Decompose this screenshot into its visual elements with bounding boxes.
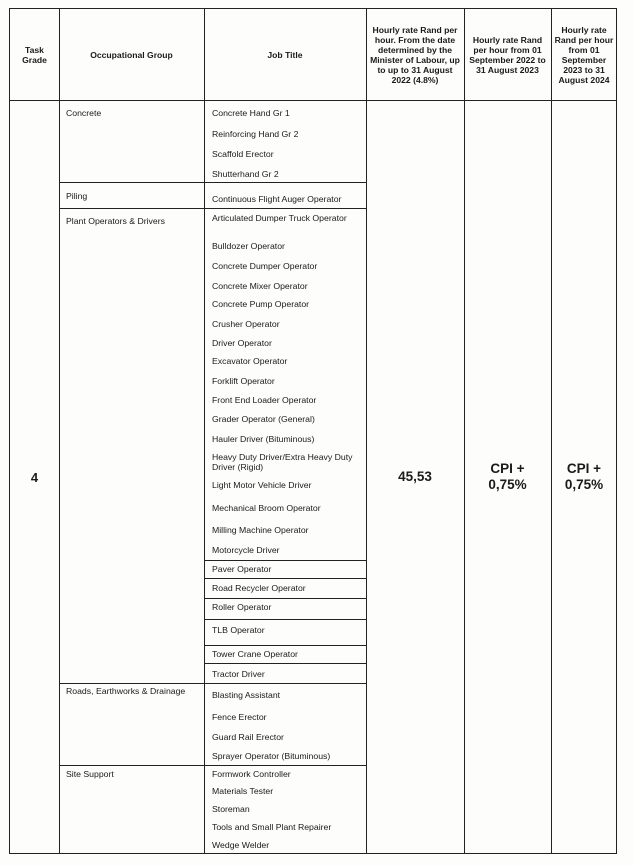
job-title: Tools and Small Plant Repairer [212, 822, 332, 832]
job-title: Heavy Duty Driver/Extra Heavy Duty Driver (Rigid) [212, 452, 353, 472]
job-title: Fence Erector [212, 712, 267, 722]
job-title: Concrete Mixer Operator [212, 281, 308, 291]
rate-2022-value: 45,53 [398, 469, 432, 484]
row-divider [204, 560, 366, 561]
job-title: Road Recycler Operator [212, 583, 306, 593]
group-piling: Piling [66, 191, 88, 201]
job-title: Articulated Dumper Truck Operator [212, 213, 347, 223]
job-title: Roller Operator [212, 602, 272, 612]
job-title: Excavator Operator [212, 356, 288, 366]
job-title: Front End Loader Operator [212, 395, 317, 405]
group-concrete: Concrete [66, 108, 102, 118]
task-grade-value: 4 [30, 469, 39, 485]
job-title: Guard Rail Erector [212, 732, 284, 742]
header-occupational-group: Occupational Group [90, 49, 173, 60]
group-divider [59, 208, 366, 209]
job-title: Reinforcing Hand Gr 2 [212, 129, 299, 139]
job-title: Shutterhand Gr 2 [212, 169, 279, 179]
job-title: Tractor Driver [212, 669, 265, 679]
row-divider [204, 619, 366, 620]
header-rate-2023: Hourly rate Rand per hour from 01 September 2022 to 31 August 2023 [469, 34, 546, 75]
job-title: Formwork Controller [212, 769, 291, 779]
wage-rate-table [9, 8, 617, 854]
job-title: Blasting Assistant [212, 690, 281, 700]
job-title: Scaffold Erector [212, 149, 274, 159]
header-rate-2024: Hourly rate Rand per hour from 01 September 2023 to 31 August 2024 [554, 24, 614, 85]
group-roads-earthworks-drainage: Roads, Earthworks & Drainage [66, 686, 186, 696]
job-title: Paver Operator [212, 564, 272, 574]
job-title: Mechanical Broom Operator [212, 503, 321, 513]
rate-2023-value: CPI + 0,75% [488, 461, 527, 492]
job-title: Hauler Driver (Bituminous) [212, 434, 315, 444]
rate-2024-value: CPI + 0,75% [564, 461, 604, 492]
job-title: Tower Crane Operator [212, 649, 298, 659]
job-title: Concrete Pump Operator [212, 299, 310, 309]
group-site-support: Site Support [66, 769, 114, 779]
row-divider [204, 578, 366, 579]
job-title: Storeman [212, 804, 250, 814]
row-divider [204, 663, 366, 664]
job-title: Forklift Operator [212, 376, 275, 386]
job-title: Driver Operator [212, 338, 272, 348]
job-title: Wedge Welder [212, 840, 270, 850]
header-job-title: Job Title [267, 49, 303, 60]
group-divider [59, 182, 366, 183]
row-divider [204, 598, 366, 599]
job-title: Crusher Operator [212, 319, 280, 329]
job-title: Continuous Flight Auger Operator [212, 194, 342, 204]
job-title: Light Motor Vehicle Driver [212, 480, 312, 490]
group-plant-operators-drivers: Plant Operators & Drivers [66, 216, 165, 226]
group-divider [59, 683, 366, 684]
job-title: Grader Operator (General) [212, 414, 315, 424]
job-title: TLB Operator [212, 625, 265, 635]
job-title: Materials Tester [212, 786, 274, 796]
job-title: Bulldozer Operator [212, 241, 285, 251]
job-title: Milling Machine Operator [212, 525, 309, 535]
header-task-grade: Task Grade [22, 44, 47, 65]
job-title: Concrete Dumper Operator [212, 261, 318, 271]
job-title: Concrete Hand Gr 1 [212, 108, 290, 118]
job-title: Motorcycle Driver [212, 545, 280, 555]
column-divider [59, 9, 60, 853]
header-rate-2022: Hourly rate Rand per hour. From the date determined by the Minister of Labour, up to up to 31 August 2022 (4.8%) [370, 24, 460, 85]
job-title: Sprayer Operator (Bituminous) [212, 751, 331, 761]
column-divider [204, 9, 205, 853]
group-divider [59, 765, 366, 766]
row-divider [204, 645, 366, 646]
